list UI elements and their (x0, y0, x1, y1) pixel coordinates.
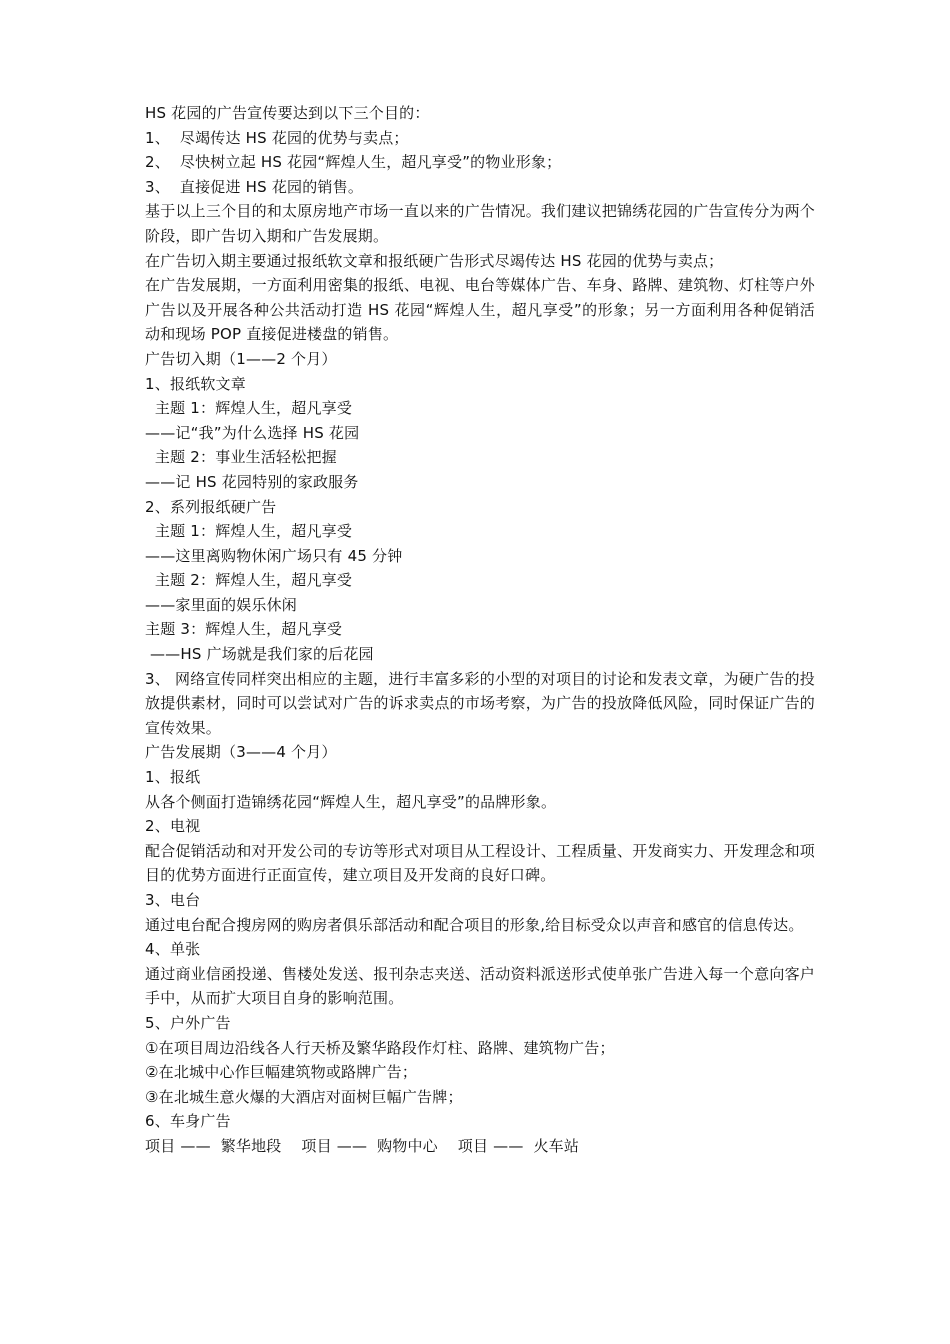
theme-subtitle: ——HS 广场就是我们家的后花园 (145, 645, 374, 664)
outdoor-item-3: ③在北城生意火爆的大酒店对面树巨幅广告牌； (145, 1087, 463, 1106)
entry-phase-summary: 在广告切入期主要通过报纸软文章和报纸硬广告形式尽竭传达 HS 花园的优势与卖点； (145, 251, 724, 270)
section-heading-development-phase: 广告发展期（3——4 个月） (145, 743, 337, 762)
strategy-paragraph: 基于以上三个目的和太原房地产市场一直以来的广告情况。我们建议把锦绣花园的广告宣传分为两个阶段，即广告切入期和广告发展期。 (145, 202, 815, 245)
tv-description: 配合促销活动和对开发公司的专访等形式对项目从工程设计、工程质量、开发商实力、开发理念和项目的优势方面进行正面宣传，建立项目及开发商的良好口碑。 (145, 841, 815, 885)
theme-subtitle: ——这里离购物休闲广场只有 45 分钟 (145, 546, 403, 565)
subheading-hard-ads: 2、系列报纸硬广告 (145, 497, 277, 516)
subheading-tv: 2、电视 (145, 817, 201, 836)
outdoor-item-2: ②在北城中心作巨幅建筑物或路牌广告； (145, 1063, 418, 1082)
theme-line: 主题 2：辉煌人生，超凡享受 (145, 571, 353, 590)
theme-subtitle: ——记 HS 花园特别的家政服务 (145, 472, 359, 491)
theme-line: 主题 3：辉煌人生，超凡享受 (145, 620, 343, 639)
goal-3: 3、 直接促进 HS 花园的销售。 (145, 177, 364, 196)
theme-subtitle: ——记“我”为什么选择 HS 花园 (145, 423, 360, 442)
development-phase-summary: 在广告发展期，一方面利用密集的报纸、电视、电台等媒体广告、车身、路牌、建筑物、灯柱等户外广告以及开展各种公共活动打造 HS 花园“辉煌人生，超凡享受”的形象；另一方面利用各种促销活动和现场 POP 直接促进楼盘的销售。 (145, 276, 815, 344)
subheading-outdoor-ads: 5、户外广告 (145, 1013, 231, 1032)
document-body (145, 101, 815, 1159)
subheading-newspaper: 1、报纸 (145, 768, 201, 787)
subheading-soft-articles: 1、报纸软文章 (145, 374, 246, 393)
vehicle-ads-routes: 项目 —— 繁华地段 项目 —— 购物中心 项目 —— 火车站 (145, 1136, 580, 1155)
goal-1: 1、 尽竭传达 HS 花园的优势与卖点； (145, 128, 409, 147)
radio-description: 通过电台配合搜房网的购房者俱乐部活动和配合项目的形象,给目标受众以声音和感官的信息传达。 (145, 915, 804, 934)
newspaper-description: 从各个侧面打造锦绣花园“辉煌人生，超凡享受”的品牌形象。 (145, 792, 557, 811)
subheading-flyers: 4、单张 (145, 940, 201, 959)
flyers-description: 通过商业信函投递、售楼处发送、报刊杂志夹送、活动资料派送形式使单张广告进入每一个意向客户手中，从而扩大项目自身的影响范围。 (145, 964, 815, 1008)
theme-line: 主题 1：辉煌人生，超凡享受 (145, 399, 353, 418)
intro-line: HS 花园的广告宣传要达到以下三个目的： (145, 104, 430, 122)
outdoor-item-1: ①在项目周边沿线各人行天桥及繁华路段作灯柱、路牌、建筑物广告； (145, 1038, 615, 1057)
goal-2: 2、 尽快树立起 HS 花园“辉煌人生，超凡享受”的物业形象； (145, 153, 562, 172)
theme-line: 主题 2：事业生活轻松把握 (145, 448, 337, 467)
theme-line: 主题 1：辉煌人生，超凡享受 (145, 522, 353, 541)
subheading-vehicle-ads: 6、车身广告 (145, 1112, 231, 1131)
section-heading-entry-phase: 广告切入期（1——2 个月） (145, 349, 337, 368)
theme-subtitle: ——家里面的娱乐休闲 (145, 595, 298, 614)
online-promotion-paragraph: 3、 网络宣传同样突出相应的主题，进行丰富多彩的小型的对项目的讨论和发表文章，为硬广告的投放提供素材，同时可以尝试对广告的诉求卖点的市场考察，为广告的投放降低风险，同时保证广告的宣传效果。 (145, 669, 815, 737)
subheading-radio: 3、电台 (145, 891, 201, 909)
